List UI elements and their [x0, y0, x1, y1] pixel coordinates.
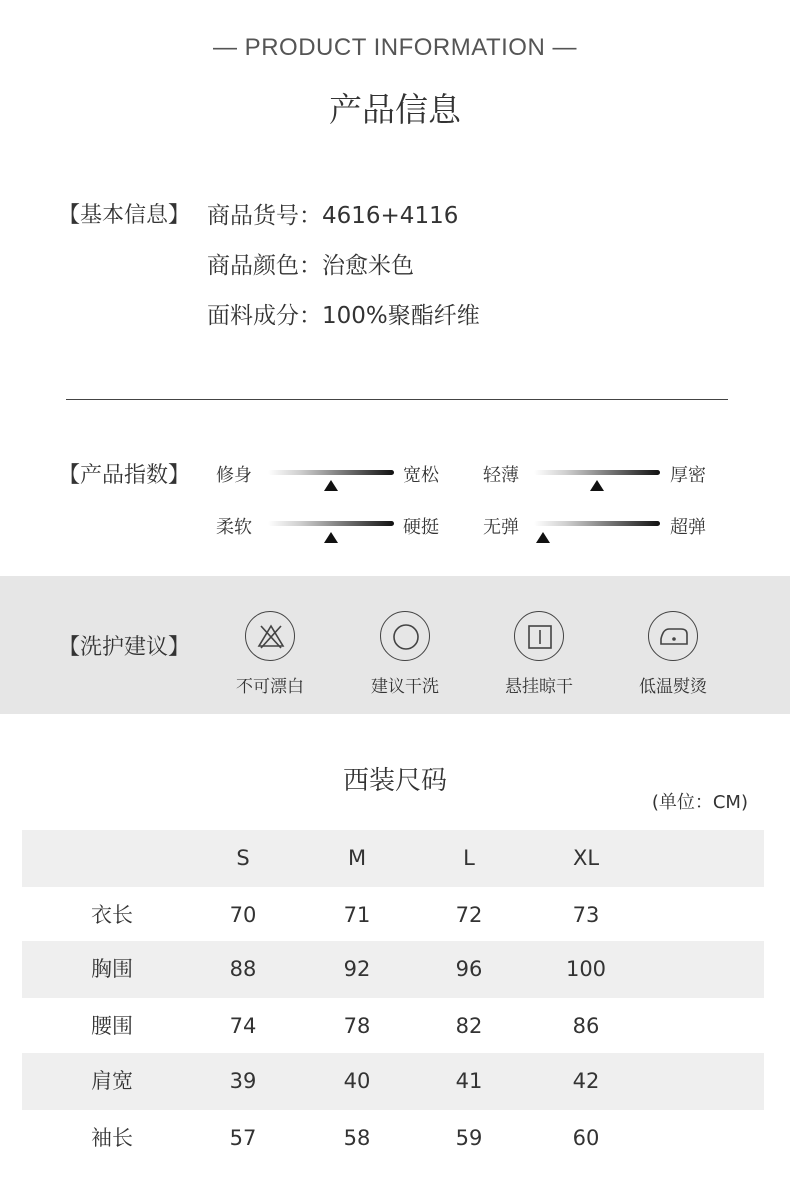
info-row-fabric: [207, 297, 480, 330]
table-cell: 96: [455, 957, 483, 981]
page-title: 产品信息: [329, 90, 461, 129]
care-item-label: 不可漂白: [236, 677, 304, 697]
table-cell: 78: [343, 1014, 371, 1038]
table-cell: 60: [572, 1126, 600, 1150]
table-row: [22, 1053, 764, 1110]
scale-left-label: 修身: [216, 465, 252, 486]
table-cell: 71: [343, 903, 371, 927]
row-label: 衣长: [91, 903, 133, 927]
table-cell: 88: [229, 957, 257, 981]
basic-info-label: 【基本信息】: [58, 203, 191, 228]
indices-label: 【产品指数】: [58, 463, 191, 488]
table-cell: 57: [229, 1126, 257, 1150]
header-cell-l: L: [463, 846, 475, 870]
table-cell: 41: [455, 1069, 483, 1093]
info-value: 4616+4116: [322, 203, 459, 229]
table-cell: 39: [229, 1069, 257, 1093]
care-label: 【洗护建议】: [58, 635, 191, 660]
table-cell: 59: [455, 1126, 483, 1150]
scale-left-label: 轻薄: [483, 465, 519, 486]
no-bleach-icon: [245, 611, 295, 661]
thickness-scale-track: [534, 470, 660, 475]
table-cell: 100: [565, 957, 607, 981]
row-label: 袖长: [91, 1126, 133, 1150]
table-cell: 86: [572, 1014, 600, 1038]
dry-clean-icon: [380, 611, 430, 661]
scale-right-label: 硬挺: [403, 517, 439, 538]
table-cell: 73: [572, 903, 600, 927]
info-value: 治愈米色: [322, 253, 414, 279]
table-row: [22, 1110, 764, 1167]
info-value: 100%聚酯纤维: [322, 303, 480, 329]
table-row: [22, 998, 764, 1055]
fit-scale-marker: [324, 480, 338, 491]
table-cell: 82: [455, 1014, 483, 1038]
info-label: 商品颜色：: [207, 253, 322, 279]
info-label: 面料成分：: [207, 303, 322, 329]
table-header-row: [22, 830, 764, 887]
care-item-label: 悬挂晾干: [505, 677, 573, 697]
unit-label: (单位：CM): [651, 792, 748, 813]
thickness-scale-marker: [590, 480, 604, 491]
info-label: 商品货号：: [207, 203, 322, 229]
hang-dry-icon: [514, 611, 564, 661]
care-item-label: 建议干洗: [371, 677, 439, 697]
scale-right-label: 厚密: [670, 465, 706, 486]
scale-right-label: 宽松: [403, 465, 439, 486]
scale-left-label: 无弹: [483, 517, 519, 538]
english-title: — PRODUCT INFORMATION —: [213, 34, 577, 61]
low-iron-icon: [648, 611, 698, 661]
fit-scale-track: [268, 470, 394, 475]
info-row-color: [207, 247, 414, 280]
table-cell: 40: [343, 1069, 371, 1093]
section-divider: [66, 399, 728, 400]
table-cell: 74: [229, 1014, 257, 1038]
header-cell-m: M: [347, 846, 367, 870]
elasticity-scale-marker: [536, 532, 550, 543]
elasticity-scale-track: [534, 521, 660, 526]
table-cell: 58: [343, 1126, 371, 1150]
header-cell: [62, 830, 162, 887]
header-cell-s: S: [236, 846, 250, 870]
table-cell: 72: [455, 903, 483, 927]
table-row: [22, 941, 764, 998]
info-row-item-number: [207, 197, 458, 230]
table-cell: 92: [343, 957, 371, 981]
table-row: [22, 887, 764, 944]
size-table-title: 西装尺码: [342, 766, 447, 796]
care-item-label: 低温熨烫: [639, 677, 707, 697]
table-cell: 42: [572, 1069, 600, 1093]
table-cell: 70: [229, 903, 257, 927]
row-label: 腰围: [91, 1014, 133, 1038]
softness-scale-marker: [324, 532, 338, 543]
scale-right-label: 超弹: [670, 517, 706, 538]
row-label: 胸围: [91, 957, 133, 981]
scale-left-label: 柔软: [216, 517, 252, 538]
softness-scale-track: [268, 521, 394, 526]
header-cell-xl: XL: [572, 846, 600, 870]
row-label: 肩宽: [91, 1069, 133, 1093]
